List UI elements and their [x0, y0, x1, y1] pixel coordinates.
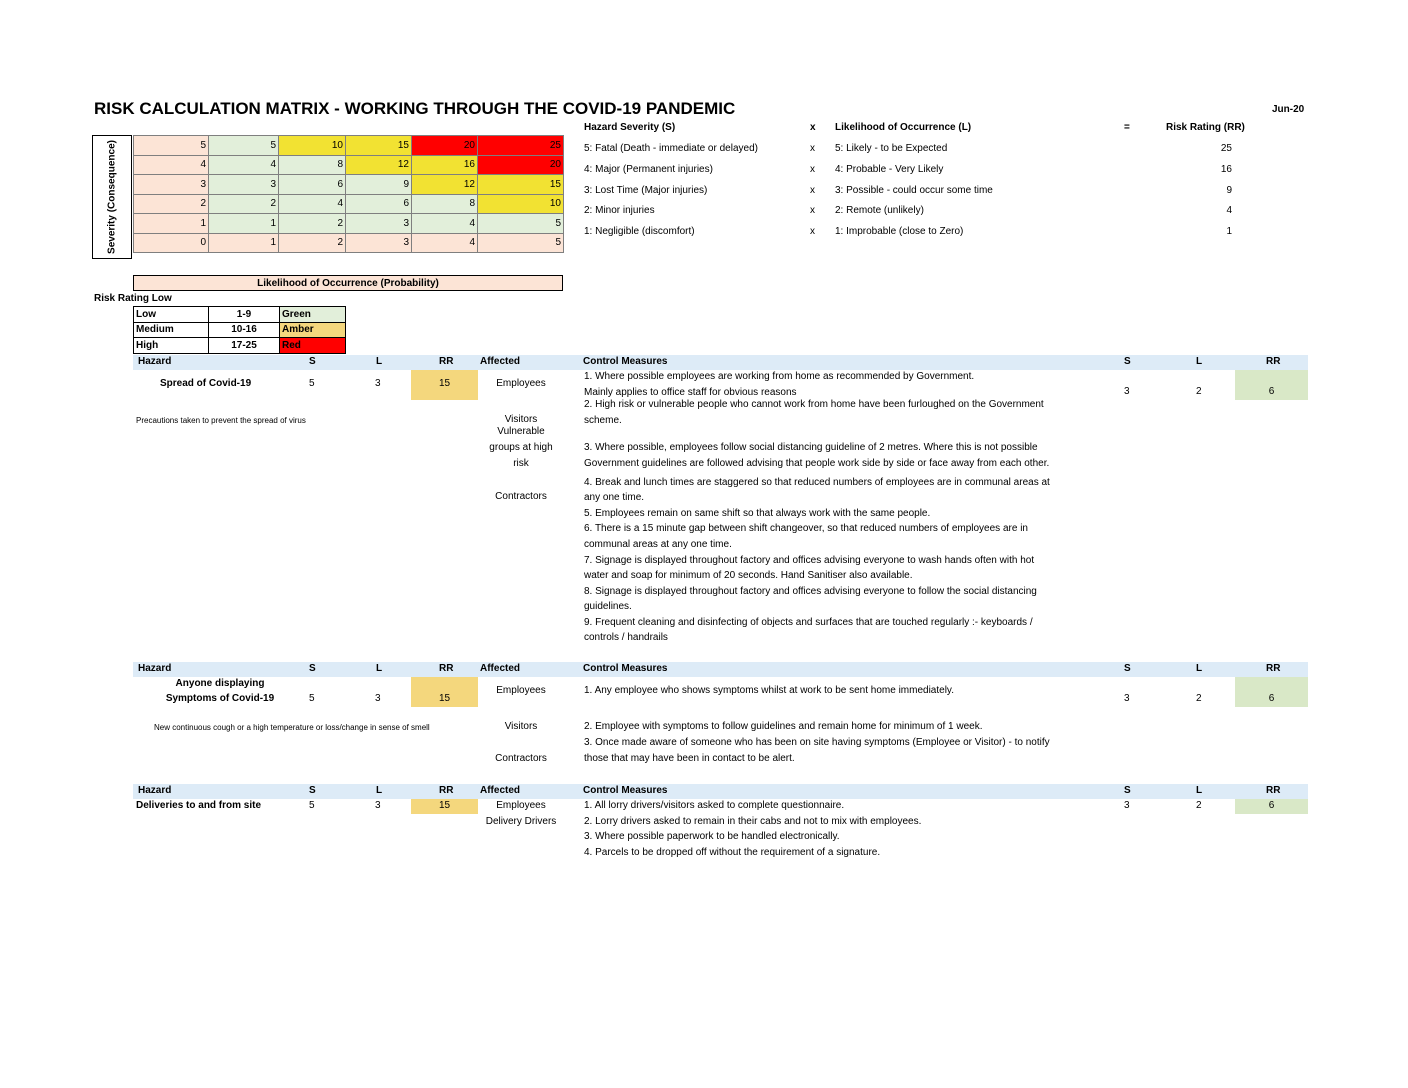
control-measure-line: any one time. [584, 492, 645, 503]
control-measure-line: 2. Employee with symptoms to follow guidelines and remain home for minimum of 1 week. [584, 721, 983, 732]
equals-symbol: = [1124, 122, 1130, 133]
control-measure-line: 3. Where possible paperwork to be handled electronically. [584, 831, 840, 842]
control-measure-line: those that may have been in contact to be alert. [584, 753, 795, 764]
control-measure-line: 7. Signage is displayed throughout factory and offices advising everyone to wash hands often with hot [584, 555, 1035, 566]
header-rr-residual: RR [1266, 663, 1281, 674]
risk-rating-label: Risk Rating Low [94, 293, 172, 304]
times-symbol: x [810, 226, 815, 238]
residual-rr-value: 6 [1268, 800, 1275, 811]
residual-likelihood-value: 2 [1196, 693, 1202, 704]
matrix-cell: 0 [134, 233, 209, 253]
control-measure-line: 1. Any employee who shows symptoms whilst at work to be sent home immediately. [584, 685, 954, 696]
rating-legend-value: 4 [1226, 205, 1232, 217]
rating-legend-header: Risk Rating (RR) [1166, 122, 1245, 133]
header-rr-residual: RR [1266, 356, 1281, 367]
matrix-cell: 25 [478, 136, 564, 156]
matrix-cell: 8 [279, 155, 346, 175]
header-control-measures: Control Measures [583, 785, 668, 796]
affected-item: Employees [496, 685, 546, 696]
matrix-row [134, 155, 564, 175]
header-l-residual: L [1196, 663, 1203, 674]
severity-legend-item: 2: Minor injuries [584, 205, 655, 217]
matrix-cell: 2 [279, 233, 346, 253]
control-measure-line: 3. Once made aware of someone who has been on site having symptoms (Employee or Visitor) - to notify [584, 737, 1050, 748]
times-symbol: x [810, 184, 815, 196]
severity-axis-box [92, 135, 132, 259]
likelihood-value: 3 [375, 693, 381, 704]
residual-likelihood-value: 2 [1196, 800, 1202, 811]
rating-color: Red [280, 338, 346, 354]
header-hazard: Hazard [138, 356, 172, 367]
rr-value: 15 [438, 800, 451, 811]
matrix-row [134, 194, 564, 214]
control-measure-line: Mainly applies to office staff for obvious reasons [584, 387, 797, 398]
rating-row-high [134, 338, 346, 354]
affected-item: Employees [496, 378, 546, 389]
residual-severity-value: 3 [1124, 386, 1130, 397]
times-symbol: x [810, 143, 815, 154]
matrix-cell: 20 [478, 155, 564, 175]
matrix-cell: 6 [346, 194, 412, 214]
control-measure-line: 4. Break and lunch times are staggered so that reduced numbers of employees are in communal areas at [584, 477, 1050, 488]
matrix-cell: 4 [134, 155, 209, 175]
likelihood-legend-item: 5: Likely - to be Expected [835, 143, 948, 154]
matrix-cell: 3 [134, 175, 209, 195]
control-measure-line: 1. Where possible employees are working from home as recommended by Government. [584, 371, 975, 382]
control-measure-line: 4. Parcels to be dropped off without the requirement of a signature. [584, 847, 881, 858]
hazard-note: Precautions taken to prevent the spread of virus [136, 416, 306, 425]
matrix-cell: 8 [412, 194, 478, 214]
hazard-name-line2: Symptoms of Covid-19 [165, 693, 275, 704]
matrix-cell: 9 [346, 175, 412, 195]
header-hazard: Hazard [138, 785, 172, 796]
residual-rr-value: 6 [1268, 386, 1275, 397]
matrix-cell: 5 [478, 233, 564, 253]
rating-range: 10-16 [209, 322, 280, 338]
header-l-residual: L [1196, 356, 1203, 367]
header-affected: Affected [480, 663, 521, 674]
matrix-cell: 20 [412, 136, 478, 156]
rating-color: Green [280, 307, 346, 323]
rating-level: Medium [134, 322, 209, 338]
matrix-cell: 2 [279, 214, 346, 234]
date-label: Jun-20 [1272, 104, 1305, 115]
rating-legend-value: 25 [1220, 143, 1232, 154]
matrix-cell: 3 [346, 214, 412, 234]
times-symbol: x [810, 163, 815, 175]
control-measure-line: 5. Employees remain on same shift so that always work with the same people. [584, 508, 931, 519]
rr-value: 15 [438, 693, 451, 704]
control-measure-line: 8. Signage is displayed throughout factory and offices advising everyone to follow the social distancing [584, 586, 1037, 597]
matrix-cell: 12 [346, 155, 412, 175]
header-l: L [376, 785, 383, 796]
header-affected: Affected [480, 785, 521, 796]
header-s-residual: S [1124, 356, 1131, 367]
matrix-cell: 10 [279, 136, 346, 156]
matrix-cell: 1 [209, 214, 279, 234]
severity-legend-item: 5: Fatal (Death - immediate or delayed) [584, 143, 758, 154]
control-measure-line: guidelines. [584, 601, 632, 612]
control-measure-line: 2. High risk or vulnerable people who cannot work from home have been furloughed on the Government [584, 399, 1044, 410]
matrix-cell: 10 [478, 194, 564, 214]
matrix-row [134, 214, 564, 234]
control-measure-line: 1. All lorry drivers/visitors asked to complete questionnaire. [584, 800, 845, 811]
likelihood-legend-item: 3: Possible - could occur some time [835, 184, 993, 196]
control-measure-line: communal areas at any one time. [584, 539, 732, 550]
control-measure-line: 9. Frequent cleaning and disinfecting of objects and surfaces that are touched regularly :- keyboards / [584, 617, 1033, 628]
page-title: RISK CALCULATION MATRIX - WORKING THROUGH THE COVID-19 PANDEMIC [94, 99, 736, 118]
affected-item: Employees [496, 800, 546, 811]
matrix-cell: 2 [209, 194, 279, 214]
likelihood-legend-item: 4: Probable - Very Likely [835, 163, 944, 175]
rating-color: Amber [280, 322, 346, 338]
severity-legend-item: 1: Negligible (discomfort) [584, 226, 695, 238]
control-measure-line: Government guidelines are followed advising that people work side by side or face away from each other. [584, 458, 1050, 469]
hazard-note: New continuous cough or a high temperature or loss/change in sense of smell [154, 723, 430, 732]
severity-legend-item: 3: Lost Time (Major injuries) [584, 184, 708, 196]
rating-legend-value: 16 [1220, 163, 1232, 175]
header-affected: Affected [480, 356, 521, 367]
affected-item: groups at high [489, 442, 553, 453]
matrix-cell: 12 [412, 175, 478, 195]
rating-legend-value: 9 [1226, 184, 1232, 196]
header-l-residual: L [1196, 785, 1203, 796]
header-control-measures: Control Measures [583, 356, 668, 367]
header-hazard: Hazard [138, 663, 172, 674]
header-s: S [309, 663, 316, 674]
matrix-cell: 16 [412, 155, 478, 175]
matrix-cell: 15 [346, 136, 412, 156]
header-control-measures: Control Measures [583, 663, 668, 674]
hazard-name-line1: Anyone displaying [175, 678, 265, 689]
section-header [133, 662, 1308, 677]
header-s-residual: S [1124, 785, 1131, 796]
severity-value: 5 [309, 800, 315, 811]
affected-item: Vulnerable [497, 426, 545, 437]
affected-item: Contractors [495, 491, 547, 502]
header-rr: RR [439, 356, 454, 367]
header-l: L [376, 356, 383, 367]
matrix-cell: 3 [209, 175, 279, 195]
rating-range: 1-9 [209, 307, 280, 323]
matrix-cell: 2 [134, 194, 209, 214]
section-header [133, 784, 1308, 799]
control-measure-line: 3. Where possible, employees follow social distancing guideline of 2 metres. Where this is not possible [584, 442, 1038, 453]
risk-matrix [133, 135, 564, 253]
control-measure-line: controls / handrails [584, 632, 668, 643]
matrix-cell: 3 [346, 233, 412, 253]
likelihood-value: 3 [375, 378, 381, 389]
residual-severity-value: 3 [1124, 800, 1130, 811]
rating-row-medium [134, 322, 346, 338]
rating-level: Low [134, 307, 209, 323]
severity-legend-header: Hazard Severity (S) [584, 122, 676, 133]
likelihood-legend-item: 2: Remote (unlikely) [835, 205, 924, 217]
times-symbol: x [810, 122, 816, 133]
hazard-name: Deliveries to and from site [136, 800, 262, 811]
matrix-cell: 5 [209, 136, 279, 156]
matrix-cell: 5 [134, 136, 209, 156]
rating-range: 17-25 [209, 338, 280, 354]
risk-rating-table [133, 306, 346, 354]
header-rr-residual: RR [1266, 785, 1281, 796]
severity-value: 5 [309, 693, 315, 704]
likelihood-legend-header: Likelihood of Occurrence (L) [835, 122, 972, 133]
severity-axis-label: Severity (Consequence) [106, 140, 118, 254]
residual-severity-value: 3 [1124, 693, 1130, 704]
matrix-cell: 15 [478, 175, 564, 195]
rating-level: High [134, 338, 209, 354]
likelihood-axis-label: Likelihood of Occurrence (Probability) [133, 275, 563, 291]
residual-rr-value: 6 [1268, 693, 1275, 704]
likelihood-value: 3 [375, 800, 381, 811]
matrix-cell: 5 [478, 214, 564, 234]
rr-value: 15 [438, 378, 451, 389]
header-l: L [376, 663, 383, 674]
control-measure-line: 6. There is a 15 minute gap between shift changeover, so that reduced numbers of employees are in [584, 523, 1028, 534]
residual-likelihood-value: 2 [1196, 386, 1202, 397]
rating-row-low [134, 307, 346, 323]
affected-item: Delivery Drivers [485, 816, 557, 827]
severity-legend-item: 4: Major (Permanent injuries) [584, 163, 713, 175]
matrix-cell: 4 [412, 233, 478, 253]
hazard-name: Spread of Covid-19 [160, 378, 252, 389]
likelihood-legend-item: 1: Improbable (close to Zero) [835, 226, 964, 238]
matrix-cell: 1 [134, 214, 209, 234]
matrix-cell: 4 [279, 194, 346, 214]
affected-item: Contractors [495, 753, 547, 764]
matrix-cell: 4 [412, 214, 478, 234]
section-header [133, 355, 1308, 370]
header-s-residual: S [1124, 663, 1131, 674]
affected-item: risk [513, 458, 529, 469]
control-measure-line: 2. Lorry drivers asked to remain in their cabs and not to mix with employees. [584, 816, 922, 827]
times-symbol: x [810, 205, 815, 217]
rating-legend-value: 1 [1226, 226, 1232, 238]
header-rr: RR [439, 785, 454, 796]
matrix-cell: 6 [279, 175, 346, 195]
control-measure-line: water and soap for minimum of 20 seconds. Hand Sanitiser also available. [584, 570, 913, 581]
affected-item: Visitors [504, 414, 538, 425]
severity-value: 5 [309, 378, 315, 389]
matrix-row [134, 175, 564, 195]
header-s: S [309, 356, 316, 367]
control-measure-line: scheme. [584, 415, 622, 426]
matrix-row [134, 233, 564, 253]
matrix-cell: 1 [209, 233, 279, 253]
header-s: S [309, 785, 316, 796]
header-rr: RR [439, 663, 454, 674]
matrix-cell: 4 [209, 155, 279, 175]
affected-item: Visitors [504, 721, 538, 732]
matrix-row [134, 136, 564, 156]
